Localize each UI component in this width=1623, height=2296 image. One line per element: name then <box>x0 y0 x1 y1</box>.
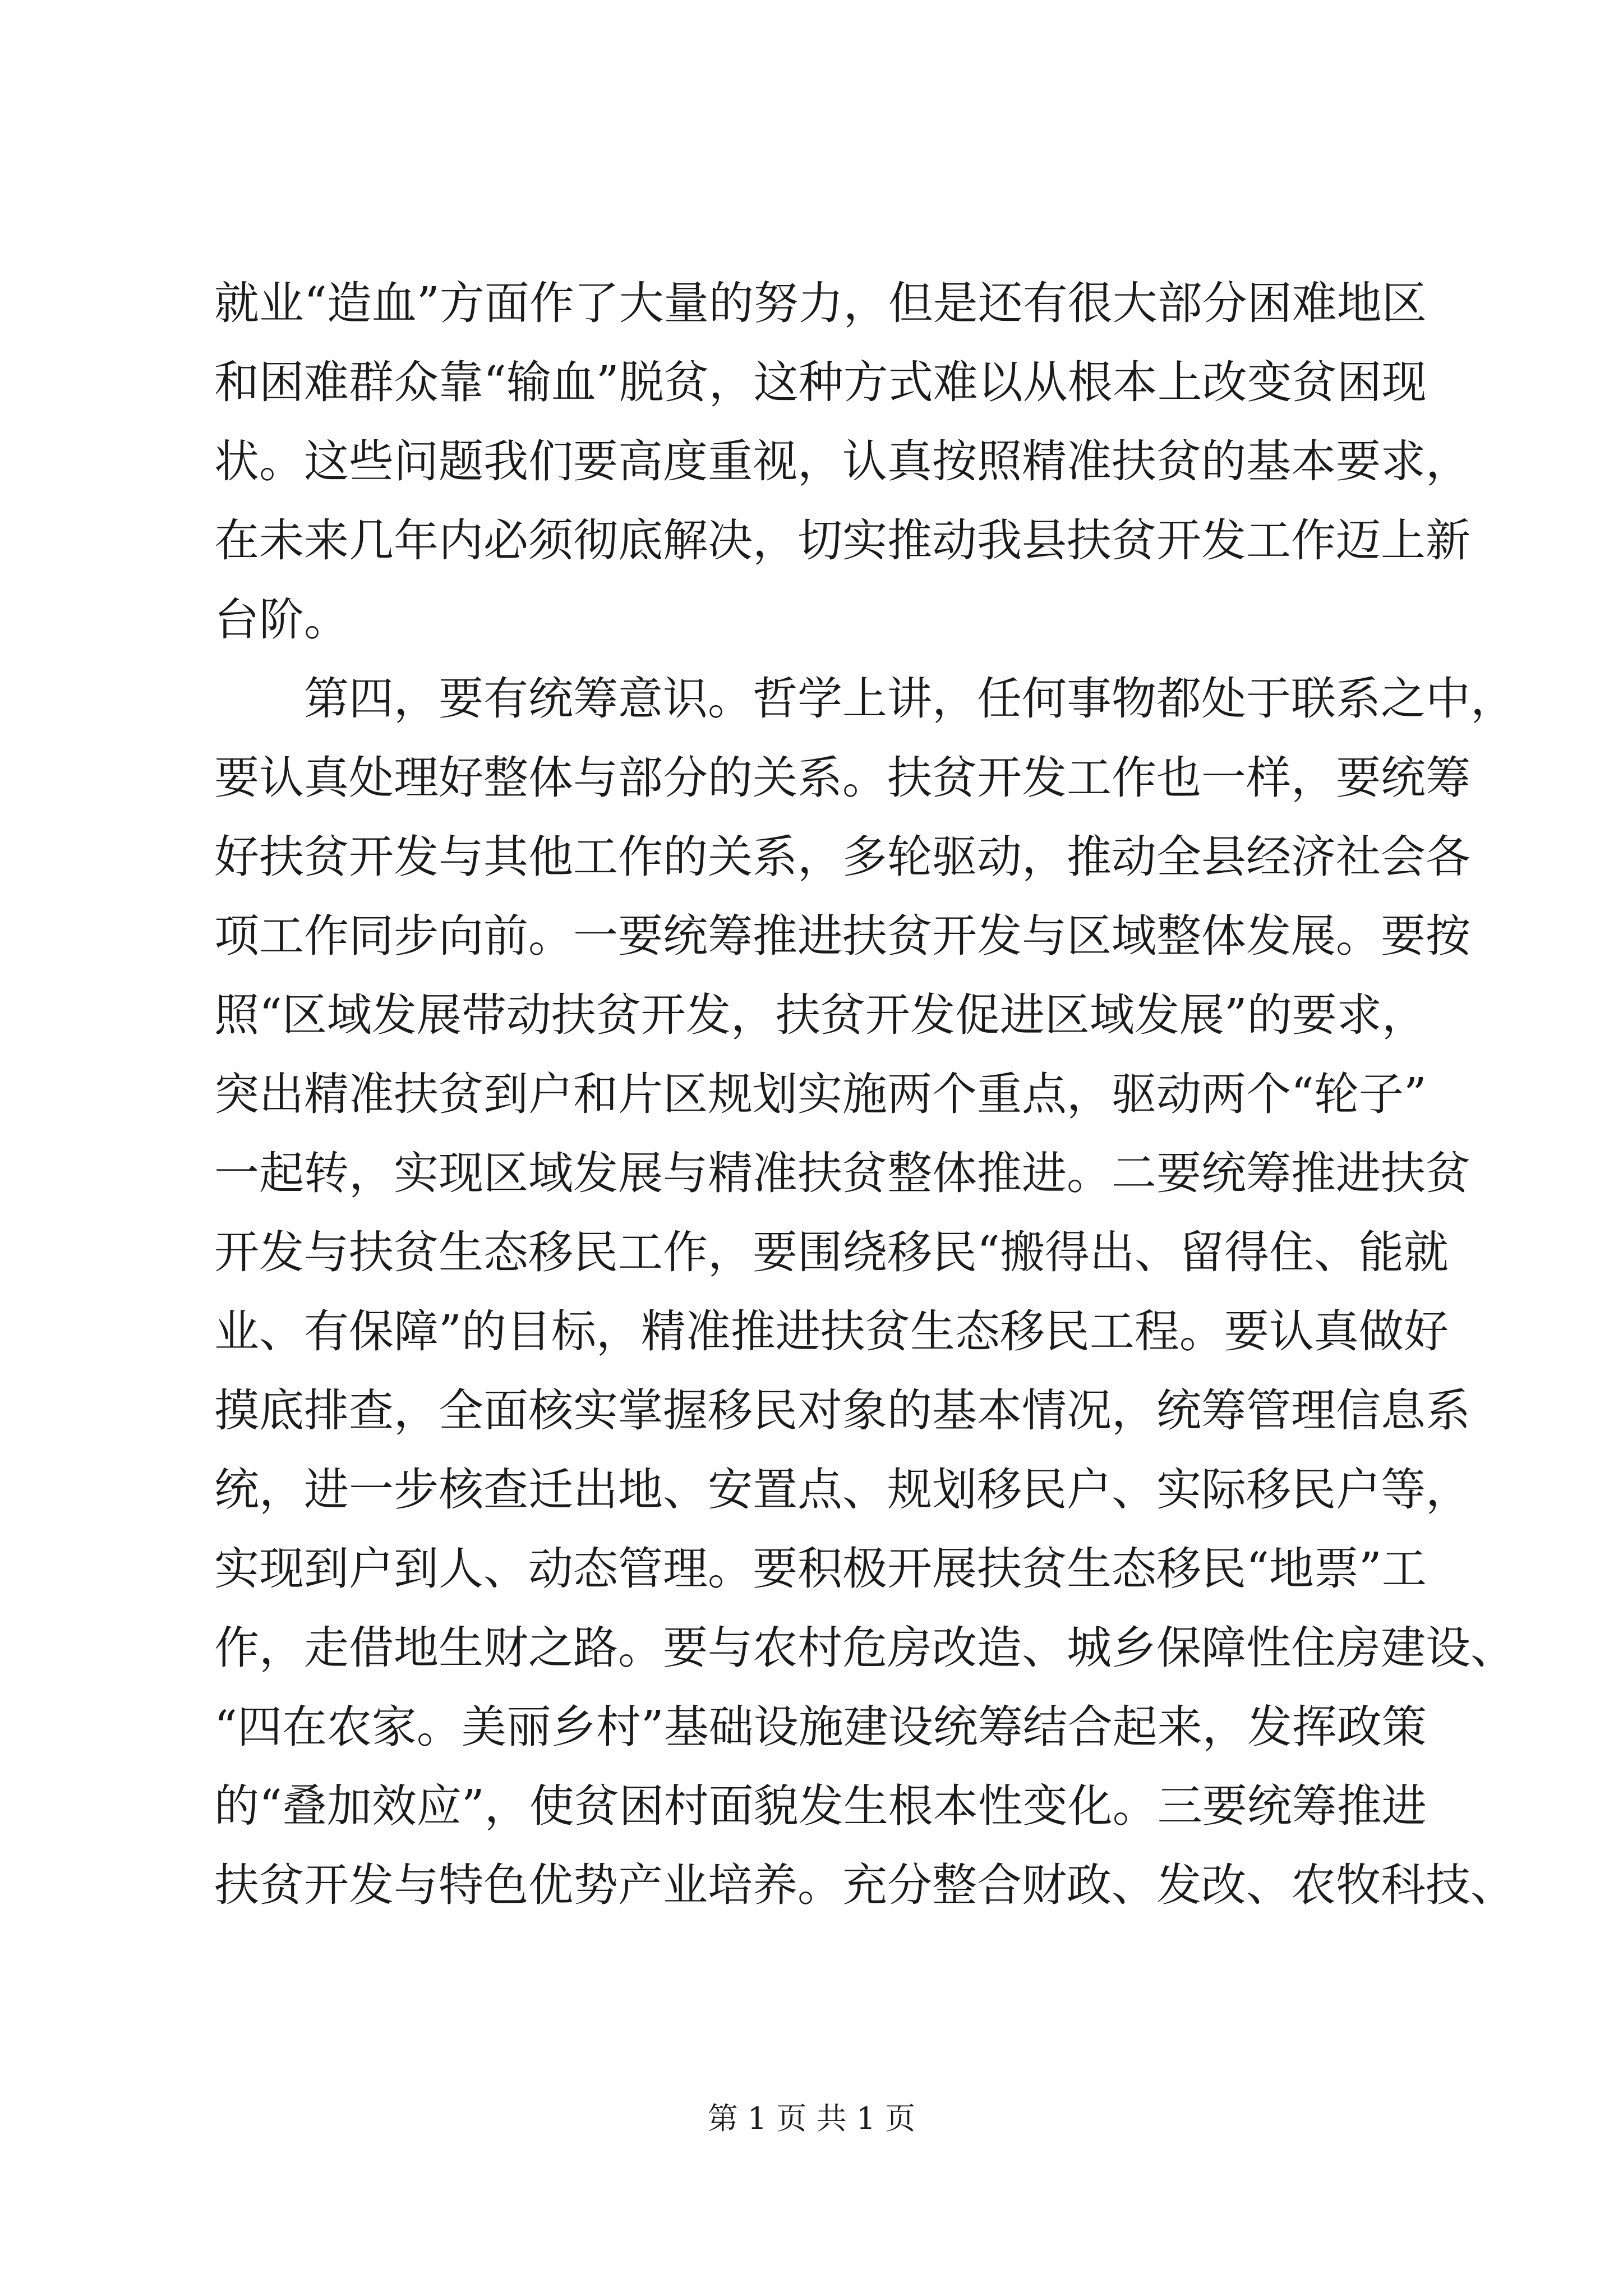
text-line: 的“叠加效应”，使贫困村面貌发生根本性变化。三要统筹推进 <box>214 1780 1427 1832</box>
text-line: 业、有保障”的目标，精准推进扶贫生态移民工程。要认真做好 <box>214 1305 1449 1358</box>
text-line: 要认真处理好整体与部分的关系。扶贫开发工作也一样，要统筹 <box>214 752 1470 804</box>
text-line: 第四，要有统筹意识。哲学上讲，任何事物都处于联系之中， <box>304 673 1515 725</box>
page-footer: 第 1 页 共 1 页 <box>707 2101 916 2136</box>
text-line: 一起转，实现区域发展与精准扶贫整体推进。二要统筹推进扶贫 <box>214 1147 1470 1199</box>
text-line: 在未来几年内必须彻底解决，切实推动我县扶贫开发工作迈上新 <box>214 514 1470 567</box>
text-line: 突出精准扶贫到户和片区规划实施两个重点，驱动两个“轮子” <box>214 1068 1427 1120</box>
text-line: 和困难群众靠“输血”脱贫，这种方式难以从根本上改变贫困现 <box>214 356 1427 408</box>
text-line: 统，进一步核查迁出地、安置点、规划移民户、实际移民户等， <box>214 1464 1470 1516</box>
text-line: 台阶。 <box>214 593 349 646</box>
text-line: 作，走借地生财之路。要与农村危房改造、城乡保障性住房建设、 <box>214 1622 1515 1674</box>
text-line: 状。这些问题我们要高度重视，认真按照精准扶贫的基本要求， <box>214 435 1470 487</box>
text-line: 项工作同步向前。一要统筹推进扶贫开发与区域整体发展。要按 <box>214 910 1470 962</box>
text-line: “四在农家。美丽乡村”基础设施建设统筹结合起来，发挥政策 <box>214 1701 1427 1753</box>
body-text <box>214 264 1515 1925</box>
text-line: 好扶贫开发与其他工作的关系，多轮驱动，推动全县经济社会各 <box>214 831 1470 883</box>
text-line: 实现到户到人、动态管理。要积极开展扶贫生态移民“地票”工 <box>214 1543 1427 1595</box>
text-line: 摸底排查，全面核实掌握移民对象的基本情况，统筹管理信息系 <box>214 1384 1470 1437</box>
text-line: 照“区域发展带动扶贫开发，扶贫开发促进区域发展”的要求， <box>214 989 1427 1041</box>
text-line: 扶贫开发与特色优势产业培养。充分整合财政、发改、农牧科技、 <box>214 1859 1515 1911</box>
text-line: 就业“造血”方面作了大量的努力，但是还有很大部分困难地区 <box>214 277 1427 329</box>
text-line: 开发与扶贫生态移民工作，要围绕移民“搬得出、留得住、能就 <box>214 1226 1449 1278</box>
